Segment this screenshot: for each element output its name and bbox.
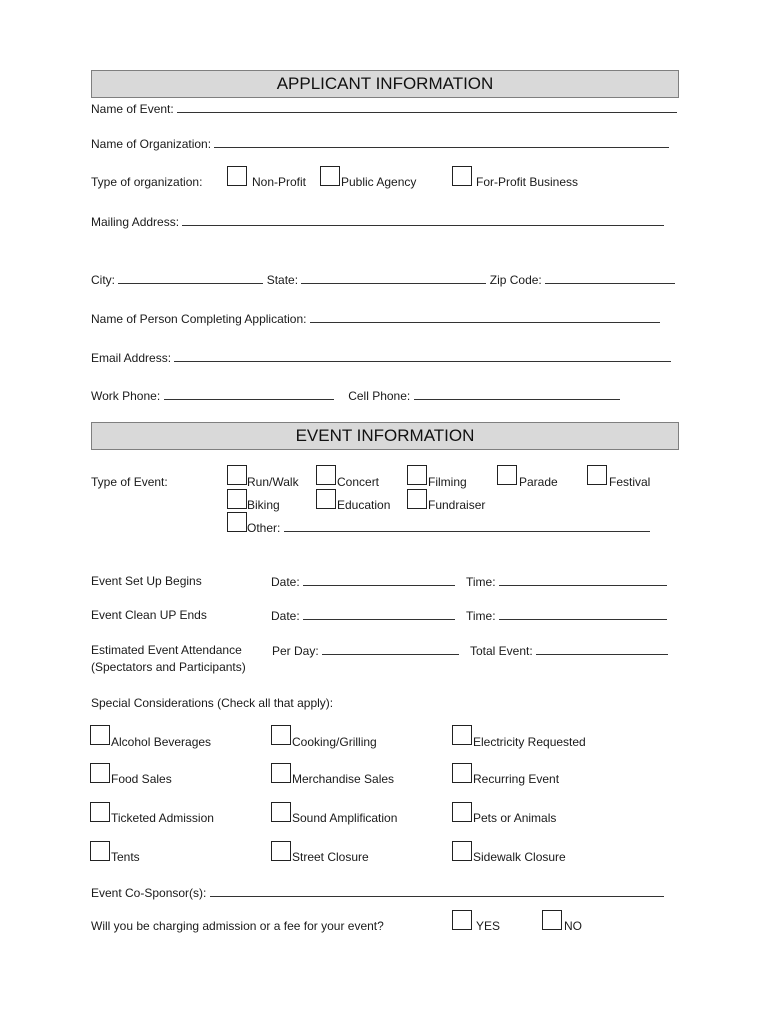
sidewalk-closure-checkbox[interactable] xyxy=(452,841,472,861)
setup-time-field[interactable] xyxy=(499,573,667,586)
setup-date-field[interactable] xyxy=(303,573,455,586)
education-label: Education xyxy=(337,498,391,512)
tents-label: Tents xyxy=(111,850,140,864)
no-label: NO xyxy=(564,919,582,933)
cosponsor-label: Event Co-Sponsor(s): xyxy=(91,886,207,900)
sound-amplification-checkbox[interactable] xyxy=(271,802,291,822)
state-label: State: xyxy=(266,273,299,287)
parade-label: Parade xyxy=(519,475,558,489)
city-field[interactable] xyxy=(118,271,263,284)
other-row xyxy=(247,519,650,536)
festival-checkbox[interactable] xyxy=(587,465,607,485)
mailing-address-row xyxy=(91,213,664,230)
special-considerations-label: Special Considerations (Check all that apply): xyxy=(91,696,334,710)
filming-checkbox[interactable] xyxy=(407,465,427,485)
name-of-organization-label: Name of Organization: xyxy=(91,137,212,151)
person-completing-row xyxy=(91,310,660,327)
setup-time-label: Time: xyxy=(466,575,496,589)
zip-code-field[interactable] xyxy=(545,271,675,284)
type-of-event-label: Type of Event: xyxy=(91,475,168,489)
attendance-sublabel: (Spectators and Participants) xyxy=(91,660,246,674)
setup-time-row xyxy=(466,573,667,590)
work-phone-field[interactable] xyxy=(164,387,334,400)
cleanup-time-row xyxy=(466,607,667,624)
pets-or-animals-checkbox[interactable] xyxy=(452,802,472,822)
filming-label: Filming xyxy=(428,475,467,489)
food-sales-checkbox[interactable] xyxy=(90,763,110,783)
concert-checkbox[interactable] xyxy=(316,465,336,485)
non-profit-label: Non-Profit xyxy=(252,175,307,189)
person-completing-label: Name of Person Completing Application: xyxy=(91,312,307,326)
cooking-grilling-checkbox[interactable] xyxy=(271,725,291,745)
fundraiser-label: Fundraiser xyxy=(428,498,486,512)
setup-date-row xyxy=(271,573,455,590)
type-of-organization-label: Type of organization: xyxy=(91,175,203,189)
for-profit-business-checkbox[interactable] xyxy=(452,166,472,186)
education-checkbox[interactable] xyxy=(316,489,336,509)
name-of-event-label: Name of Event: xyxy=(91,102,174,116)
tents-checkbox[interactable] xyxy=(90,841,110,861)
work-phone-label: Work Phone: xyxy=(91,389,161,403)
applicant-information-header: APPLICANT INFORMATION xyxy=(91,70,679,98)
biking-checkbox[interactable] xyxy=(227,489,247,509)
festival-label: Festival xyxy=(609,475,651,489)
merchandise-sales-label: Merchandise Sales xyxy=(292,772,395,786)
food-sales-label: Food Sales xyxy=(111,772,172,786)
electricity-requested-label: Electricity Requested xyxy=(473,735,586,749)
cleanup-ends-label: Event Clean UP Ends xyxy=(91,608,207,622)
cell-phone-label: Cell Phone: xyxy=(348,389,411,403)
recurring-event-label: Recurring Event xyxy=(473,772,560,786)
cleanup-date-row xyxy=(271,607,455,624)
name-of-event-row xyxy=(91,100,677,117)
fundraiser-checkbox[interactable] xyxy=(407,489,427,509)
total-event-row xyxy=(470,642,668,659)
yes-label: YES xyxy=(476,919,501,933)
ticketed-admission-checkbox[interactable] xyxy=(90,802,110,822)
no-checkbox[interactable] xyxy=(542,910,562,930)
other-checkbox[interactable] xyxy=(227,512,247,532)
concert-label: Concert xyxy=(337,475,380,489)
mailing-address-field[interactable] xyxy=(182,213,664,226)
attendance-label: Estimated Event Attendance xyxy=(91,643,242,657)
cell-phone-field[interactable] xyxy=(414,387,620,400)
per-day-label: Per Day: xyxy=(272,644,319,658)
public-agency-label: Public Agency xyxy=(341,175,417,189)
yes-checkbox[interactable] xyxy=(452,910,472,930)
street-closure-checkbox[interactable] xyxy=(271,841,291,861)
non-profit-checkbox[interactable] xyxy=(227,166,247,186)
total-event-label: Total Event: xyxy=(470,644,533,658)
street-closure-label: Street Closure xyxy=(292,850,369,864)
email-address-row xyxy=(91,349,671,366)
recurring-event-checkbox[interactable] xyxy=(452,763,472,783)
state-field[interactable] xyxy=(301,271,486,284)
zip-code-label: Zip Code: xyxy=(489,273,542,287)
other-label: Other: xyxy=(247,521,281,535)
per-day-row xyxy=(272,642,459,659)
city-label: City: xyxy=(91,273,115,287)
setup-date-label: Date: xyxy=(271,575,300,589)
setup-begins-label: Event Set Up Begins xyxy=(91,574,202,588)
for-profit-business-label: For-Profit Business xyxy=(476,175,579,189)
alcohol-beverages-label: Alcohol Beverages xyxy=(111,735,212,749)
sidewalk-closure-label: Sidewalk Closure xyxy=(473,850,566,864)
biking-label: Biking xyxy=(247,498,280,512)
event-information-header: EVENT INFORMATION xyxy=(91,422,679,450)
alcohol-beverages-checkbox[interactable] xyxy=(90,725,110,745)
total-event-field[interactable] xyxy=(536,642,668,655)
admission-question: Will you be charging admission or a fee for your event? xyxy=(91,919,384,933)
cleanup-time-label: Time: xyxy=(466,609,496,623)
phone-row xyxy=(91,387,620,404)
name-of-event-field[interactable] xyxy=(177,100,677,113)
run-walk-checkbox[interactable] xyxy=(227,465,247,485)
cooking-grilling-label: Cooking/Grilling xyxy=(292,735,377,749)
person-completing-field[interactable] xyxy=(310,310,660,323)
city-state-zip-row xyxy=(91,271,675,288)
run-walk-label: Run/Walk xyxy=(247,475,299,489)
mailing-address-label: Mailing Address: xyxy=(91,215,180,229)
name-of-organization-row xyxy=(91,135,669,152)
email-address-label: Email Address: xyxy=(91,351,172,365)
electricity-requested-checkbox[interactable] xyxy=(452,725,472,745)
per-day-field[interactable] xyxy=(322,642,459,655)
cleanup-time-field[interactable] xyxy=(499,607,667,620)
sound-amplification-label: Sound Amplification xyxy=(292,811,398,825)
ticketed-admission-label: Ticketed Admission xyxy=(111,811,214,825)
other-field[interactable] xyxy=(284,519,650,532)
pets-or-animals-label: Pets or Animals xyxy=(473,811,557,825)
cosponsor-row xyxy=(91,884,664,901)
cleanup-date-field[interactable] xyxy=(303,607,455,620)
parade-checkbox[interactable] xyxy=(497,465,517,485)
name-of-organization-field[interactable] xyxy=(214,135,669,148)
public-agency-checkbox[interactable] xyxy=(320,166,340,186)
cleanup-date-label: Date: xyxy=(271,609,300,623)
merchandise-sales-checkbox[interactable] xyxy=(271,763,291,783)
cosponsor-field[interactable] xyxy=(210,884,664,897)
email-address-field[interactable] xyxy=(174,349,671,362)
